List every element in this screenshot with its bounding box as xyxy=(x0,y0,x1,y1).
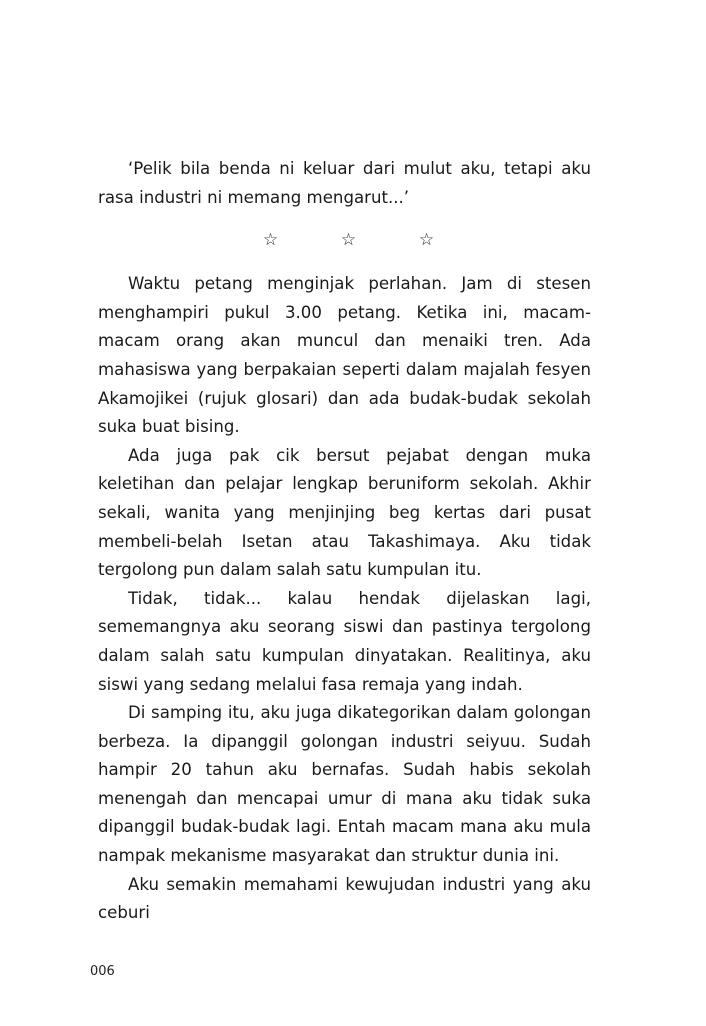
scene-break-separator xyxy=(98,230,591,250)
page-number: 006 xyxy=(90,964,115,979)
star-icon: ☆ xyxy=(418,230,435,251)
page-body xyxy=(98,155,591,928)
body-paragraph: Ada juga pak cik bersut pejabat dengan muka keletihan dan pelajar lengkap beruniform sekolah. Akhir sekali, wanita yang menjinjing beg kertas dari pusat membeli-belah Isetan atau Takashimaya. Aku tidak tergolong pun dalam salah satu kumpulan itu. xyxy=(98,445,591,580)
body-paragraph: Di samping itu, aku juga dikategorikan dalam golongan berbeza. Ia dipanggil golongan industri seiyuu. Sudah hampir 20 tahun aku bernafas. Sudah habis sekolah menengah dan mencapai umur di mana aku tidak suka dipanggil budak-budak lagi. Entah macam mana aku mula nampak mekanisme masyarakat dan struktur dunia ini. xyxy=(98,703,591,866)
star-icon: ☆ xyxy=(262,230,279,251)
body-paragraph: Tidak, tidak... kalau hendak dijelaskan lagi, sememangnya aku seorang siswi dan pastinya tergolong dalam salah satu kumpulan dinyatakan. Realitinya, aku siswi yang sedang melalui fasa remaja yang indah. xyxy=(98,588,591,694)
star-icon: ☆ xyxy=(340,230,357,251)
body-paragraph: Waktu petang menginjak perlahan. Jam di stesen menghampiri pukul 3.00 petang. Ketika ini, macam-macam orang akan muncul dan menaiki tren. Ada mahasiswa yang berpakaian seperti dalam majalah fesyen Akamojikei (rujuk glosari) dan ada budak-budak sekolah suka buat bising. xyxy=(98,274,591,437)
body-paragraph: Aku semakin memahami kewujudan industri yang aku ceburi xyxy=(98,874,591,923)
opening-quote-paragraph: ‘Pelik bila benda ni keluar dari mulut aku, tetapi aku rasa industri ni memang mengarut...’ xyxy=(98,159,591,207)
